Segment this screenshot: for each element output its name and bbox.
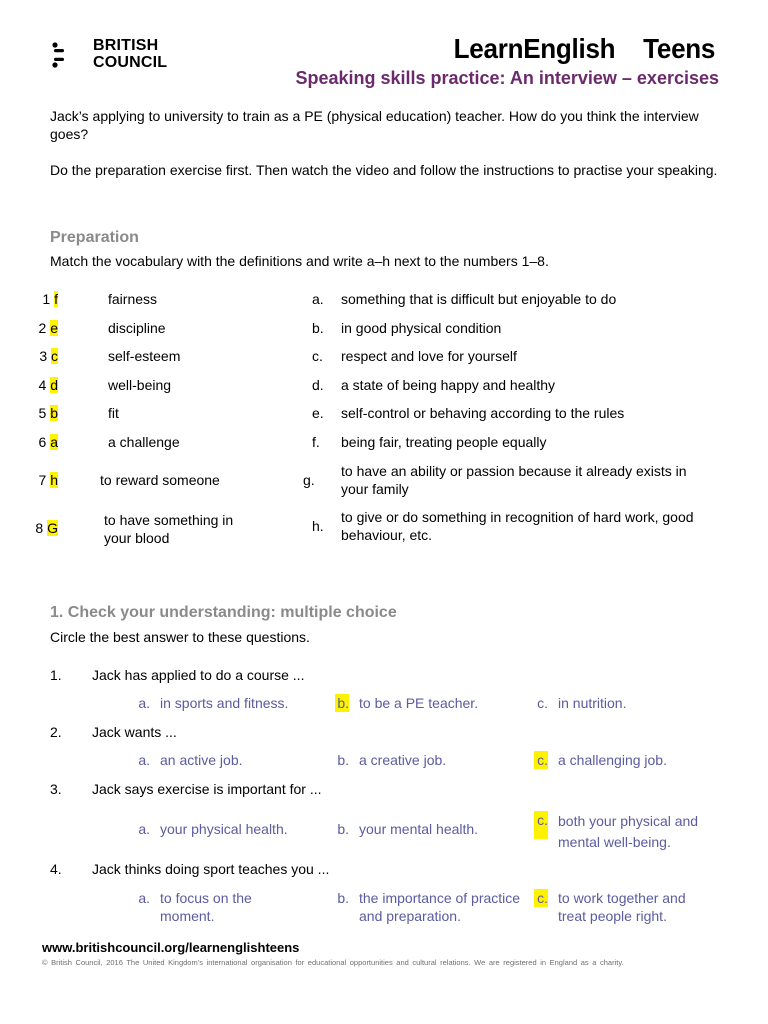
- definition-text: a state of being happy and healthy: [341, 377, 556, 393]
- question-text: Jack wants ...: [92, 724, 177, 740]
- vocab-number: 2 e: [38, 320, 58, 336]
- preparation-instruction: Match the vocabulary with the definitions and write a–h next to the numbers 1–8.: [50, 253, 549, 269]
- question-text: Jack says exercise is important for ...: [92, 781, 322, 797]
- definition-text: to give or do something in recognition of hard work, good behaviour, etc.: [341, 509, 694, 543]
- question-number: 1.: [50, 667, 62, 683]
- org-line-2: COUNCIL: [93, 54, 168, 71]
- definition-text: being fair, treating people equally: [341, 434, 547, 450]
- definition-text: to have an ability or passion because it already exists in your family: [341, 463, 687, 497]
- answer-highlight: f: [54, 291, 58, 307]
- definition-text: self-control or behaving according to the rules: [341, 405, 625, 421]
- option-letter[interactable]: b.: [337, 890, 349, 906]
- vocab-number: 4 d: [38, 377, 58, 393]
- preparation-heading: Preparation: [50, 229, 139, 246]
- organisation-name: [93, 37, 167, 71]
- brand-title: [454, 33, 715, 65]
- question-text: Jack has applied to do a course ...: [92, 667, 305, 683]
- definition-letter: e.: [312, 405, 324, 421]
- option-letter-highlighted[interactable]: c.: [534, 751, 548, 769]
- answer-highlight: c: [51, 348, 58, 364]
- option-letter[interactable]: a.: [138, 821, 150, 837]
- footer-copyright: © British Council, 2016 The United Kingdom’s international organisation for educational opportunities and cultural relations. We are registered in England as a charity.: [42, 958, 624, 967]
- option-text[interactable]: both your physical and mental well-being.: [558, 813, 699, 850]
- footer-url-link[interactable]: www.britishcouncil.org/learnenglishteens: [42, 940, 300, 955]
- vocab-word: well-being: [108, 377, 172, 393]
- definition-letter: b.: [312, 320, 324, 336]
- question-text: Jack thinks doing sport teaches you ...: [92, 861, 330, 877]
- vocab-number: 5 b: [38, 405, 58, 421]
- question-number: 4.: [50, 861, 62, 877]
- definition-letter: g.: [303, 472, 315, 488]
- answer-highlight: e: [50, 320, 58, 336]
- vocab-word: to have something in your blood: [104, 512, 234, 546]
- option-text[interactable]: to work together and treat people right.: [558, 890, 686, 924]
- intro-paragraph-2: Do the preparation exercise first. Then watch the video and follow the instructions to practise your speaking.: [50, 162, 718, 178]
- definition-text: respect and love for yourself: [341, 348, 517, 364]
- option-letter[interactable]: a.: [138, 695, 150, 711]
- vocab-word: fit: [108, 405, 119, 421]
- definition-letter: h.: [312, 518, 324, 534]
- option-letter-highlighted[interactable]: b.: [335, 694, 349, 712]
- vocab-word: a challenge: [108, 434, 180, 450]
- vocab-number: 1 f: [42, 291, 58, 307]
- definition-letter: c.: [312, 348, 323, 364]
- vocab-number: 3 c: [39, 348, 58, 364]
- option-letter-highlighted[interactable]: c.: [534, 811, 548, 839]
- option-text[interactable]: in nutrition.: [558, 695, 627, 711]
- option-letter[interactable]: a.: [138, 752, 150, 768]
- question-number: 2.: [50, 724, 62, 740]
- option-text[interactable]: an active job.: [160, 752, 243, 768]
- british-council-logo-icon: [52, 42, 66, 68]
- option-letter[interactable]: a.: [138, 890, 150, 906]
- page-subtitle: Speaking skills practice: An interview – exercises: [295, 68, 719, 88]
- option-letter-highlighted[interactable]: c.: [534, 889, 548, 907]
- vocab-word: fairness: [108, 291, 158, 307]
- vocab-word: to reward someone: [100, 472, 220, 488]
- option-letter[interactable]: b.: [337, 821, 349, 837]
- vocab-word: self-esteem: [108, 348, 181, 364]
- option-text[interactable]: the importance of practice and preparation.: [359, 890, 521, 924]
- option-text[interactable]: your physical health.: [160, 821, 288, 837]
- definition-text: in good physical condition: [341, 320, 502, 336]
- intro-paragraph-1: Jack’s applying to university to train as a PE (physical education) teacher. How do you think the interview goes?: [50, 108, 699, 142]
- option-text[interactable]: to be a PE teacher.: [359, 695, 479, 711]
- answer-highlight: h: [50, 472, 58, 488]
- exercise-1-instruction: Circle the best answer to these questions.: [50, 629, 310, 645]
- option-text[interactable]: a challenging job.: [558, 752, 667, 768]
- vocab-word: discipline: [108, 320, 166, 336]
- definition-letter: d.: [312, 377, 324, 393]
- option-letter[interactable]: b.: [337, 752, 349, 768]
- option-text[interactable]: in sports and fitness.: [160, 695, 289, 711]
- option-text[interactable]: to focus on the moment.: [160, 890, 252, 924]
- definition-letter: a.: [312, 291, 324, 307]
- option-text[interactable]: your mental health.: [359, 821, 479, 837]
- answer-highlight: a: [50, 434, 58, 450]
- brand-right: Teens: [643, 33, 715, 64]
- org-line-1: BRITISH: [93, 37, 159, 54]
- answer-highlight: d: [50, 377, 58, 393]
- definition-letter: f.: [312, 434, 320, 450]
- definition-text: something that is difficult but enjoyable to do: [341, 291, 617, 307]
- vocab-number: 6 a: [38, 434, 58, 450]
- answer-highlight: b: [50, 405, 58, 421]
- answer-highlight: G: [47, 520, 58, 536]
- exercise-1-heading: 1. Check your understanding: multiple choice: [50, 604, 397, 621]
- option-text[interactable]: a creative job.: [359, 752, 447, 768]
- vocab-number: 7 h: [38, 472, 58, 488]
- question-number: 3.: [50, 781, 62, 797]
- vocab-number: 8 G: [35, 520, 58, 536]
- option-letter[interactable]: c.: [537, 695, 548, 711]
- brand-left: LearnEnglish: [453, 33, 616, 64]
